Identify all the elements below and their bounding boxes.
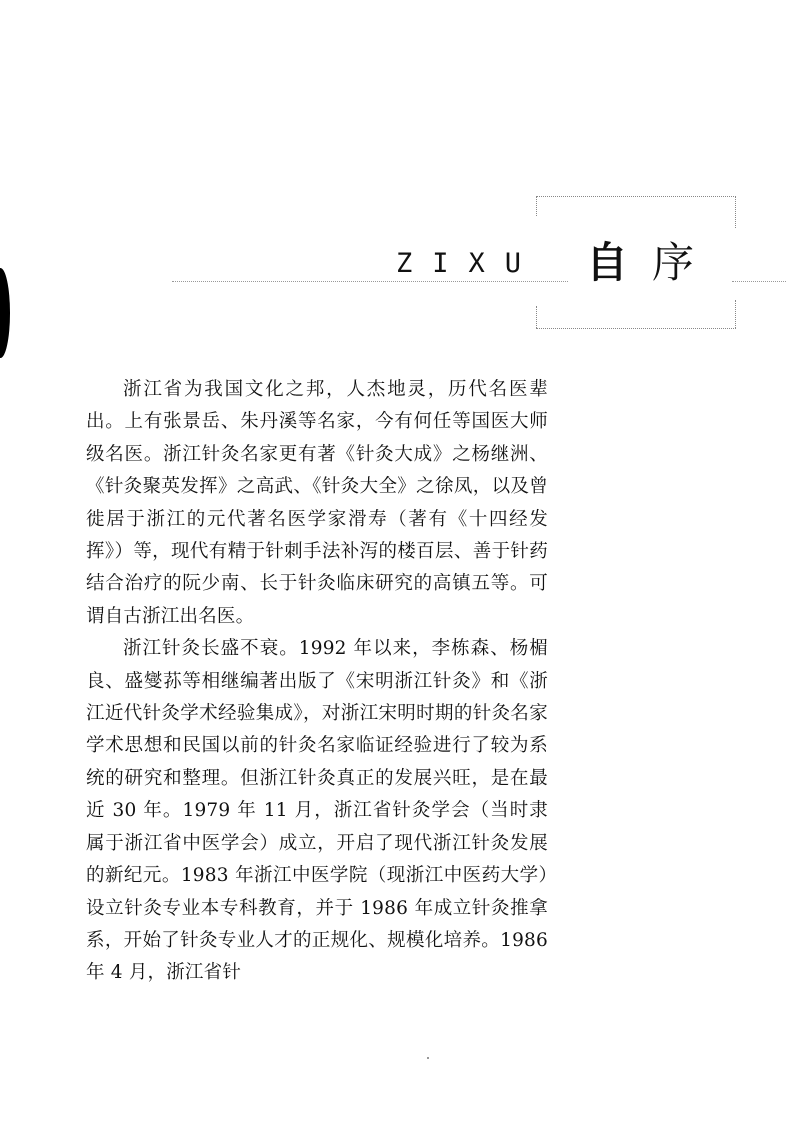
paragraph: 浙江省为我国文化之邦，人杰地灵，历代名医辈出。上有张景岳、朱丹溪等名家，今有何任等国医大师级名医。浙江针灸名家更有著《针灸大成》之杨继洲、《针灸聚英发挥》之高武、《针灸大全》之徐凤，以及曾徙居于浙江的元代著名医学家滑寿（著有《十四经发挥》）等，现代有精于针刺手法补泻的楼百层、善于针药结合治疗的阮少南、长于针灸临床研究的高镇五等。可谓自古浙江出名医。 <box>86 379 548 627</box>
heading-rule-right <box>732 281 786 282</box>
frame-bottom-right-tick <box>735 300 736 328</box>
chapter-title-char-2: 序 <box>652 238 695 287</box>
frame-bottom-left-tick <box>536 306 537 328</box>
chapter-title-char-1: 自 <box>586 238 629 287</box>
page-footer-dot <box>427 1057 429 1059</box>
chapter-heading <box>0 0 786 340</box>
frame-top-left-tick <box>536 196 537 216</box>
heading-rule <box>172 281 568 282</box>
frame-bottom-border <box>536 328 736 329</box>
preface-body <box>86 374 548 990</box>
paragraph: 浙江针灸长盛不衰。1992 年以来，李栋森、杨楣良、盛燮荪等相继编著出版了《宋明浙江针灸》和《浙江近代针灸学术经验集成》，对浙江宋明时期的针灸名家学术思想和民国以前的针灸名家临证经验进行了较为系统的研究和整理。但浙江针灸真正的发展兴旺，是在最近 30 年。1979 年 11 月，浙江省针灸学会（当时隶属于浙江省中医学会）成立，开启了现代浙江针灸发展的新纪元。1983 年浙江中医学院（现浙江中医药大学）设立针灸专业本专科教育，并于 1986 年成立针灸推拿系，开始了针灸专业人才的正规化、规模化培养。1986 年 4 月，浙江省针 <box>86 638 548 984</box>
frame-top-right-tick <box>735 196 736 228</box>
chapter-title-chinese <box>586 240 694 286</box>
chapter-title-latin: ZIXU <box>396 248 542 279</box>
frame-top-border <box>536 196 736 197</box>
